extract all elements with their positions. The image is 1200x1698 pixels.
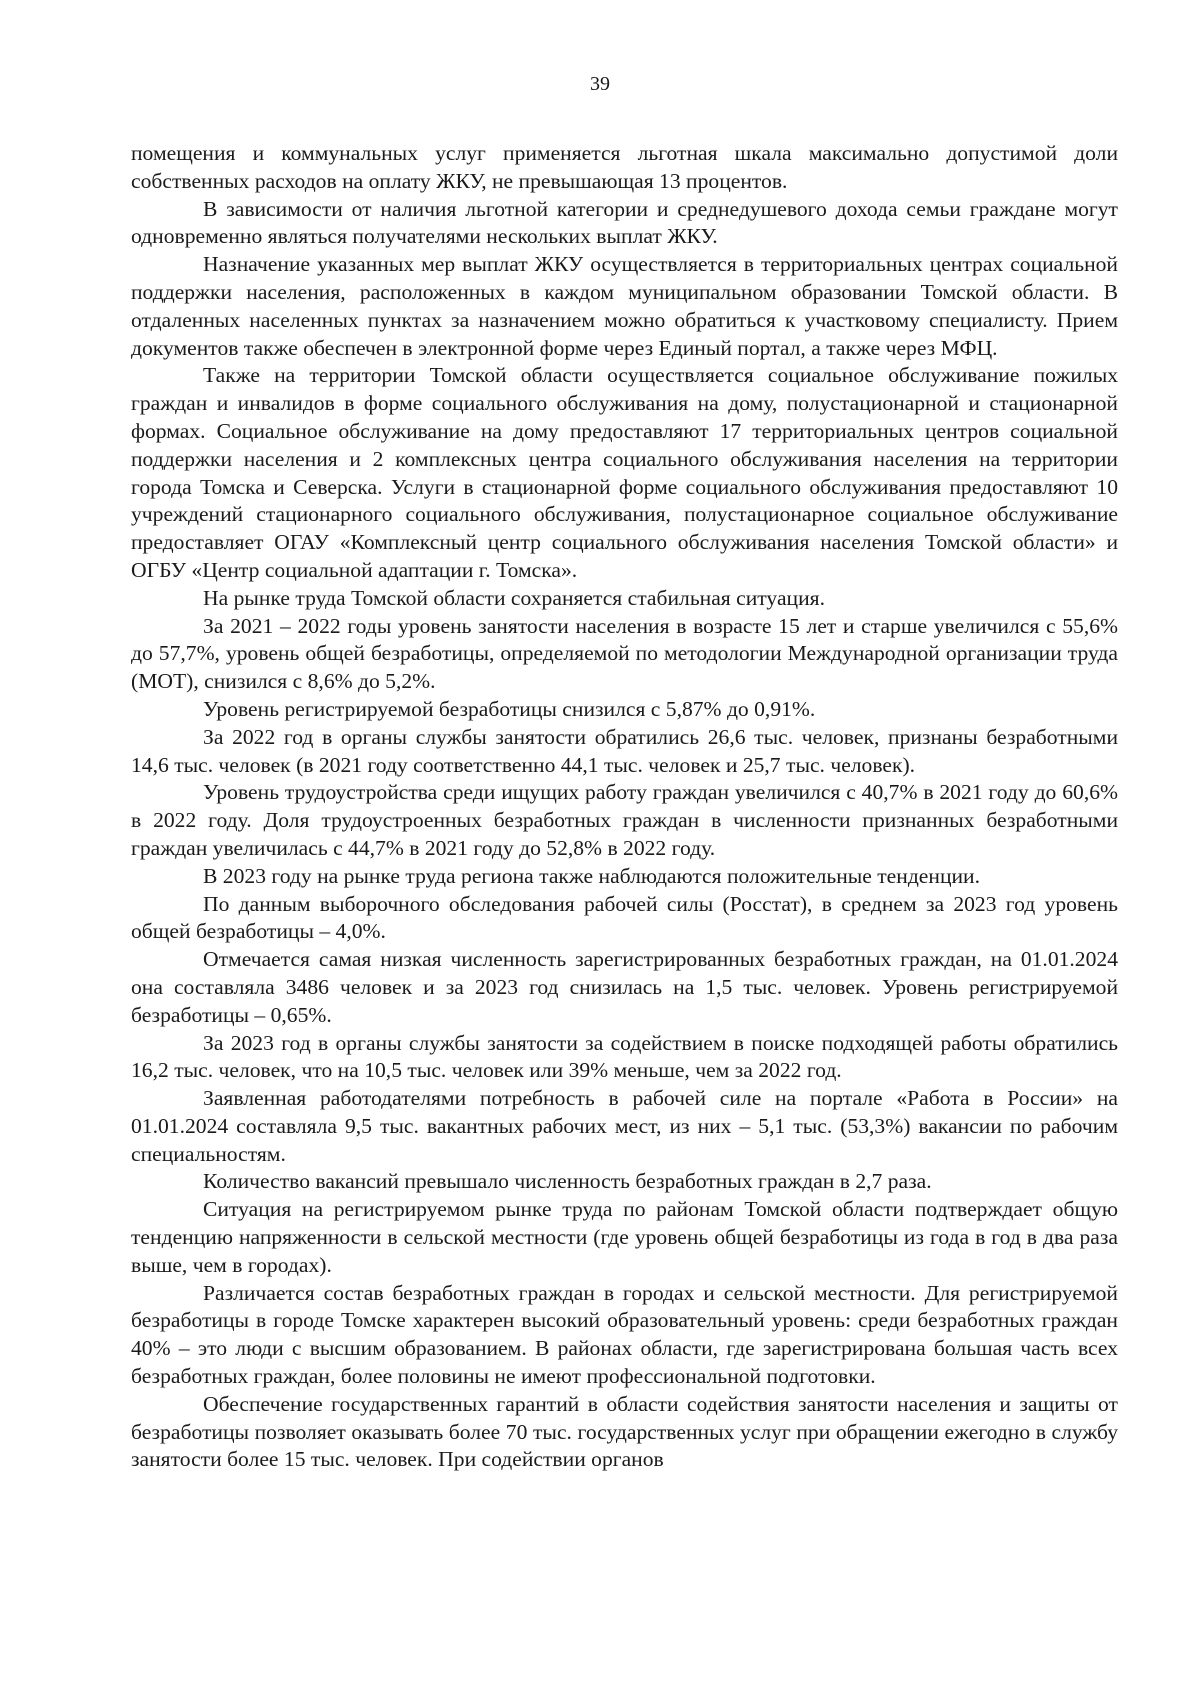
page-number: 39: [590, 73, 610, 95]
paragraph: Ситуация на регистрируемом рынке труда по районам Томской области подтверждает общую тенденцию напряженности в сельской местности (где уровень общей безработицы из года в год в два раза выше, чем в городах).: [131, 1197, 1118, 1277]
document-body: [131, 140, 1118, 1474]
paragraph: Обеспечение государственных гарантий в области содействия занятости населения и защиты от безработицы позволяет оказывать более 70 тыс. государственных услуг при обращении ежегодно в службу занятости более 15 тыс. человек. При содействии органов: [131, 1391, 1118, 1472]
paragraph: В 2023 году на рынке труда региона также наблюдаются положительные тенденции.: [203, 863, 981, 888]
paragraph: В зависимости от наличия льготной категории и среднедушевого дохода семьи граждане могут одновременно являться получателями нескольких выплат ЖКУ.: [131, 196, 1118, 249]
paragraph: Различается состав безработных граждан в городах и сельской местности. Для регистрируемой безработицы в городе Томске характерен высокий образовательный уровень: среди безработных граждан 40% – это люди с высшим образованием. В районах области, где зарегистрирована большая часть всех безработных граждан, более половины не имеют профессиональной подготовки.: [131, 1280, 1118, 1389]
paragraph-continued: помещения и коммунальных услуг применяется льготная шкала максимально допустимой доли собственных расходов на оплату ЖКУ, не превышающая 13 процентов.: [131, 141, 1118, 193]
paragraph: На рынке труда Томской области сохраняется стабильная ситуация.: [203, 585, 825, 610]
paragraph: Заявленная работодателями потребность в рабочей силе на портале «Работа в России» на 01.01.2024 составляла 9,5 тыс. вакантных рабочих мест, из них – 5,1 тыс. (53,3%) вакансии по рабочим специальностям.: [131, 1086, 1118, 1166]
paragraph: Отмечается самая низкая численность зарегистрированных безработных граждан, на 01.01.2024 она составляла 3486 человек и за 2023 год снизилась на 1,5 тыс. человек. Уровень регистрируемой безработицы – 0,65%.: [131, 947, 1118, 1027]
paragraph: За 2021 – 2022 годы уровень занятости населения в возрасте 15 лет и старше увеличился с 55,6% до 57,7%, уровень общей безработицы, определяемой по методологии Международной организации труда (МОТ), снизился с 8,6% до 5,2%.: [131, 613, 1118, 694]
paragraph: Количество вакансий превышало численность безработных граждан в 2,7 раза.: [203, 1169, 932, 1194]
paragraph: Уровень регистрируемой безработицы снизился с 5,87% до 0,91%.: [203, 696, 816, 721]
paragraph: За 2023 год в органы службы занятости за содействием в поиске подходящей работы обратились 16,2 тыс. человек, что на 10,5 тыс. человек или 39% меньше, чем за 2022 год.: [131, 1030, 1118, 1083]
paragraph: Уровень трудоустройства среди ищущих работу граждан увеличился с 40,7% в 2021 году до 60,6% в 2022 году. Доля трудоустроенных безработных граждан в численности признанных безработными граждан увеличилась с 44,7% в 2021 году до 52,8% в 2022 году.: [131, 780, 1118, 860]
paragraph: Назначение указанных мер выплат ЖКУ осуществляется в территориальных центрах социальной поддержки населения, расположенных в каждом муниципальном образовании Томской области. В отдаленных населенных пунктах за назначением можно обратиться к участковому специалисту. Прием документов также обеспечен в электронной форме через Единый портал, а также через МФЦ.: [131, 252, 1118, 360]
paragraph: Также на территории Томской области осуществляется социальное обслуживание пожилых граждан и инвалидов в форме социального обслуживания на дому, полустационарной и стационарной формах. Социальное обслуживание на дому предоставляют 17 территориальных центров социальной поддержки населения и 2 комплексных центра социального обслуживания населения на территории города Томска и Северска. Услуги в стационарной форме социального обслуживания предоставляют 10 учреждений стационарного социального обслуживания, полустационарное социальное обслуживание предоставляет ОГАУ «Комплексный центр социального обслуживания населения Томской области» и ОГБУ «Центр социальной адаптации г. Томска».: [131, 363, 1118, 582]
paragraph: По данным выборочного обследования рабочей силы (Росстат), в среднем за 2023 год уровень общей безработицы – 4,0%.: [131, 891, 1118, 944]
paragraph: За 2022 год в органы службы занятости обратились 26,6 тыс. человек, признаны безработными 14,6 тыс. человек (в 2021 году соответственно 44,1 тыс. человек и 25,7 тыс. человек).: [131, 724, 1118, 777]
